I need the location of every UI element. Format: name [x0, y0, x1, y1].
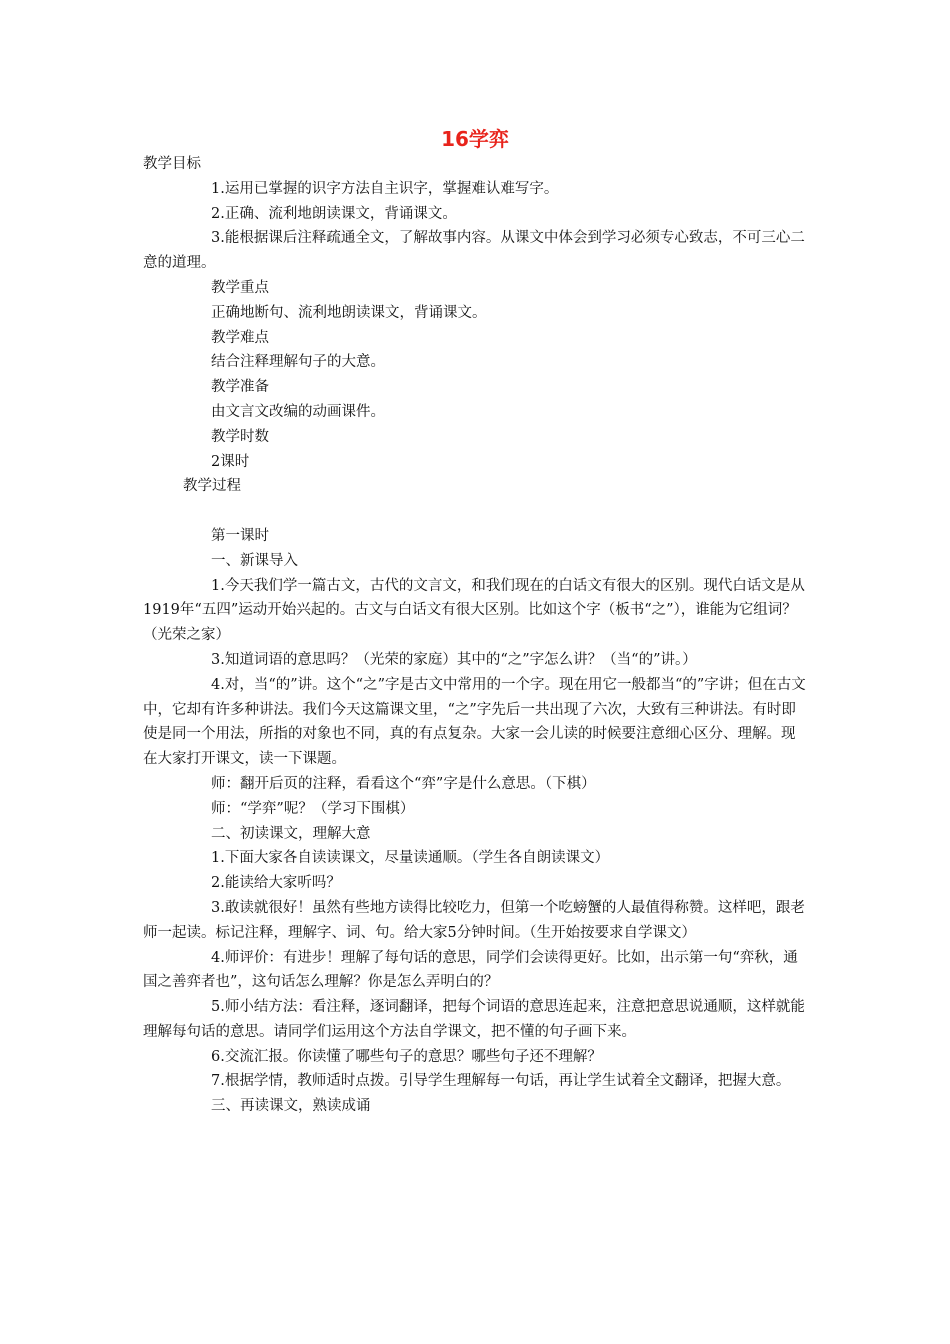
paragraph: 3.敢读就很好！虽然有些地方读得比较吃力，但第一个吃螃蟹的人最值得称赞。这样吧，跟老师一起读。标记注释，理解字、词、句。给大家5分钟时间。（生开始按要求自学课文）	[143, 899, 805, 941]
part3-heading: 三、再读课文，熟读成诵	[211, 1098, 371, 1115]
paragraph: 4.师评价：有进步！理解了每句话的意思，同学们会读得更好。比如，出示第一句“弈秋，通国之善弈者也”，这句话怎么理解？你是怎么弄明白的？	[143, 949, 798, 991]
paragraph: 3.知道词语的意思吗？（光荣的家庭）其中的“之”字怎么讲？（当“的”讲。）	[211, 651, 697, 668]
prep-heading: 教学准备	[211, 379, 269, 396]
paragraph: 4.对，当“的”讲。这个“之”字是古文中常用的一个字。现在用它一般都当“的”字讲；但在古文中，它却有许多种讲法。我们今天这篇课文里，“之”字先后一共出现了六次，大致有三种讲法。有时即使是同一个用法，所指的对象也不同，真的有点复杂。大家一会儿读的时候要注意细心区分、理解。现在大家打开课文，读一下课题。	[143, 676, 806, 768]
paragraph: 2.能读给大家听吗？	[211, 875, 341, 892]
part1-heading: 一、新课导入	[211, 552, 298, 569]
goal-item: 3.能根据课后注释疏通全文，了解故事内容。从课文中体会到学习必须专心致志，不可三心二意的道理。	[143, 230, 805, 272]
part2-heading: 二、初读课文，理解大意	[211, 825, 371, 842]
hours-heading: 教学时数	[211, 428, 269, 445]
key-heading: 教学重点	[211, 279, 269, 296]
hours-text: 2课时	[211, 453, 250, 470]
paragraph: 1.今天我们学一篇古文，古代的文言文，和我们现在的白话文有很大的区别。现代白话文是从1919年“五四”运动开始兴起的。古文与白话文有很大区别。比如这个字（板书“之”），谁能为它组词？（光荣之家）	[143, 577, 805, 644]
goal-item: 2.正确、流利地朗读课文，背诵课文。	[211, 205, 457, 222]
paragraph: 7.根据学情，教师适时点拨。引导学生理解每一句话，再让学生试着全文翻译，把握大意。	[211, 1073, 791, 1090]
prep-text: 由文言文改编的动画课件。	[211, 403, 385, 420]
goals-heading: 教学目标	[143, 156, 201, 172]
paragraph: 师：“学弈”呢？（学习下围棋）	[211, 800, 415, 817]
paragraph: 5.师小结方法：看注释，逐词翻译，把每个词语的意思连起来，注意把意思说通顺，这样就能理解每句话的意思。请同学们运用这个方法自学课文，把不懂的句子画下来。	[143, 999, 805, 1040]
process-heading: 教学过程	[183, 478, 241, 495]
key-text: 正确地断句、流利地朗读课文，背诵课文。	[211, 304, 487, 321]
paragraph: 师：翻开后页的注释，看看这个“弈”字是什么意思。（下棋）	[211, 775, 596, 792]
difficult-text: 结合注释理解句子的大意。	[211, 354, 385, 371]
paragraph: 6.交流汇报。你读懂了哪些句子的意思？哪些句子还不理解？	[211, 1048, 602, 1065]
document-title: 16学弈	[441, 127, 509, 151]
goal-item: 1.运用已掌握的识字方法自主识字，掌握难认难写字。	[211, 180, 559, 197]
difficult-heading: 教学难点	[211, 329, 269, 346]
paragraph: 1.下面大家各自读读课文，尽量读通顺。（学生各自朗读课文）	[211, 850, 610, 867]
first-period-heading: 第一课时	[211, 527, 269, 544]
spacer	[143, 499, 809, 524]
document-body	[143, 152, 809, 1119]
